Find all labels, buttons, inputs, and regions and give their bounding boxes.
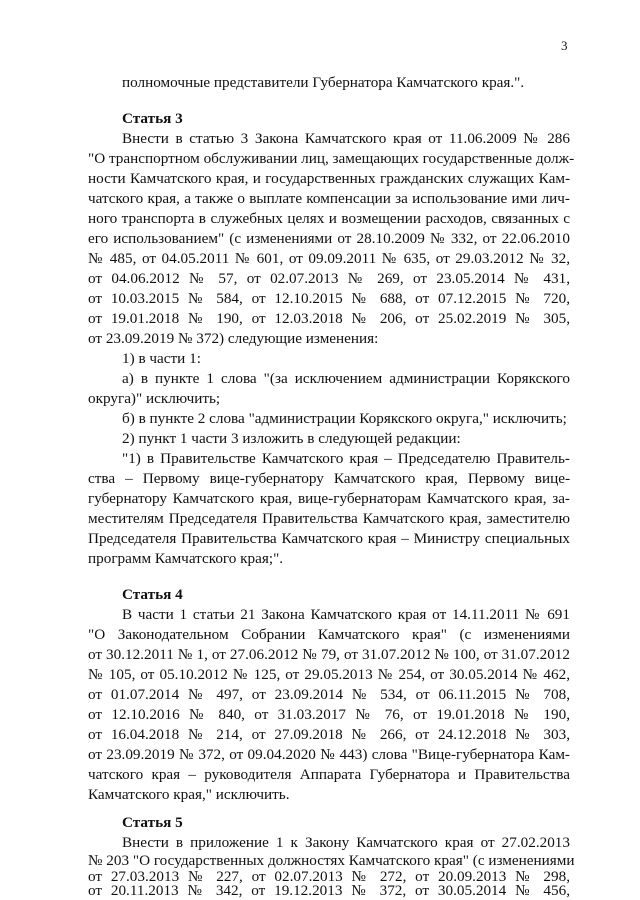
article3-line: местителям Председателя Правительства Камчатского края, заместителю <box>88 510 570 527</box>
article3-line: программ Камчатского края;". <box>88 550 284 567</box>
article4-heading: Статья 4 <box>122 586 183 603</box>
article3-line: "О транспортном обслуживании лиц, замещающих государственные долж- <box>88 150 575 167</box>
article3-line: от 19.01.2018 № 190, от 12.03.2018 № 206, от 25.02.2019 № 305, <box>88 310 570 327</box>
article3-line: губернатору Камчатского края, вице-губернаторам Камчатского края, за- <box>88 490 570 507</box>
article3-line: ства – Первому вице-губернатору Камчатского края, Первому вице- <box>88 470 570 487</box>
article4-line: № 105, от 05.10.2012 № 125, от 29.05.2013 № 254, от 30.05.2014 № 462, <box>88 666 570 683</box>
article4-line: от 30.12.2011 № 1, от 27.06.2012 № 79, от 31.07.2012 № 100, от 31.07.2012 <box>88 646 570 663</box>
article5-heading: Статья 5 <box>122 814 183 831</box>
article4-line: В части 1 статьи 21 Закона Камчатского края от 14.11.2011 № 691 <box>122 606 570 623</box>
page-number: 3 <box>561 38 568 53</box>
article3-line: Председателя Правительства Камчатского края – Министру специальных <box>88 530 570 547</box>
article3-line: округа)" исключить; <box>88 390 221 407</box>
article4-line: от 01.07.2014 № 497, от 23.09.2014 № 534, от 06.11.2015 № 708, <box>88 686 570 703</box>
article5-line: № 203 "О государственных должностях Камчатского края" (с изменениями <box>88 852 575 869</box>
article3-line: № 485, от 04.05.2011 № 601, от 09.09.2011 № 635, от 29.03.2012 № 32, <box>88 250 570 267</box>
article3-line: а) в пункте 1 слова "(за исключением администрации Корякского <box>122 370 570 387</box>
article5-line: Внести в приложение 1 к Закону Камчатского края от 27.02.2013 <box>122 834 570 851</box>
article3-line: "1) в Правительстве Камчатского края – Председателю Правитель- <box>122 450 570 467</box>
article5-line: от 20.11.2013 № 342, от 19.12.2013 № 372, от 30.05.2014 № 456, <box>88 882 570 899</box>
article3-line: Внести в статью 3 Закона Камчатского края от 11.06.2009 № 286 <box>122 130 570 147</box>
article4-line: чатского края – руководителя Аппарата Губернатора и Правительства <box>88 766 570 783</box>
article3-line: ного транспорта в служебных целях и возмещении расходов, связанных с <box>88 210 570 227</box>
article3-heading: Статья 3 <box>122 110 183 127</box>
article4-line: от 12.10.2016 № 840, от 31.03.2017 № 76, от 19.01.2018 № 190, <box>88 706 570 723</box>
article3-line: от 04.06.2012 № 57, от 02.07.2013 № 269, от 23.05.2014 № 431, <box>88 270 570 287</box>
article3-line: ности Камчатского края, и государственных гражданских служащих Кам- <box>88 170 570 187</box>
article3-line: 2) пункт 1 части 3 изложить в следующей редакции: <box>122 430 461 447</box>
article2-tail: полномочные представители Губернатора Камчатского края.". <box>122 74 525 91</box>
article3-line: 1) в части 1: <box>122 350 201 367</box>
article5-line: от 27.03.2013 № 227, от 02.07.2013 № 272, от 20.09.2013 № 298, <box>88 868 570 885</box>
article4-line: "О Законодательном Собрании Камчатского края" (с изменениями <box>88 626 570 643</box>
article4-line: от 16.04.2018 № 214, от 27.09.2018 № 266, от 24.12.2018 № 303, <box>88 726 570 743</box>
article4-line: Камчатского края," исключить. <box>88 786 290 803</box>
article3-line: от 23.09.2019 № 372) следующие изменения: <box>88 330 379 347</box>
article3-line: его использованием" (с изменениями от 28.10.2009 № 332, от 22.06.2010 <box>88 230 570 247</box>
article3-line: чатского края, а также о выплате компенсации за использование ими лич- <box>88 190 570 207</box>
article3-line: б) в пункте 2 слова "администрации Корякского округа," исключить; <box>122 410 567 427</box>
article4-line: от 23.09.2019 № 372, от 09.04.2020 № 443) слова "Вице-губернатора Кам- <box>88 746 570 763</box>
article3-line: от 10.03.2015 № 584, от 12.10.2015 № 688, от 07.12.2015 № 720, <box>88 290 570 307</box>
